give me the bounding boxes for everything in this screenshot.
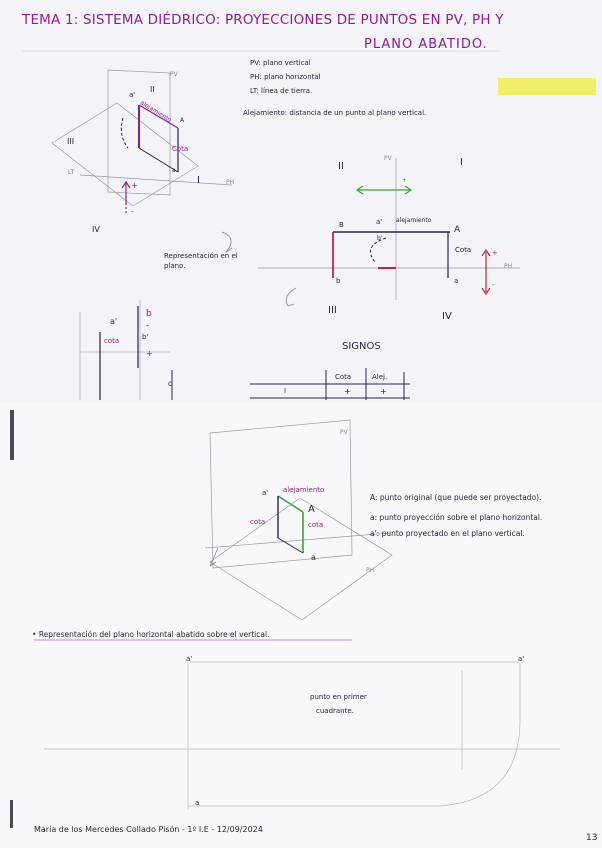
signos-title: SIGNOS xyxy=(342,341,381,352)
fig5-note-2: cuadrante. xyxy=(316,707,354,715)
page-mark: 13 xyxy=(586,833,598,843)
fig2-a: a xyxy=(454,277,459,285)
fig1-cota: Cota xyxy=(172,145,189,153)
fig4-a-prime: a' xyxy=(262,489,269,497)
signos-col1: Cota xyxy=(335,373,352,381)
fig2-pv: PV xyxy=(384,155,392,162)
fig1-plus: + xyxy=(131,181,138,190)
binding-mark xyxy=(10,410,14,460)
fig4-lines xyxy=(205,420,392,620)
fig2-A: A xyxy=(454,225,461,235)
fig1-a-prime: a' xyxy=(129,91,136,99)
fig2-B: B xyxy=(339,221,344,229)
footer-author: María de los Mercedes Collado Pisón - 1º I.E - 12/09/2024 xyxy=(34,825,263,834)
fig4-alejamiento: alejamiento xyxy=(283,486,325,494)
page-title-line2: PLANO ABATIDO. xyxy=(364,37,488,52)
signos-col2: Alej. xyxy=(372,373,388,381)
legend-pv: PV: plano vertical xyxy=(250,59,311,67)
fig3-a-prime: a' xyxy=(110,317,118,326)
fig2-ii: II xyxy=(338,161,344,172)
fig1-pv: PV xyxy=(170,71,178,78)
fig3-plus: + xyxy=(146,349,153,358)
fig5-note-1: punto en primer xyxy=(310,693,367,701)
fig2-lines xyxy=(258,155,520,300)
fig3-minus: - xyxy=(146,321,149,330)
bullet-dot: • xyxy=(32,630,39,639)
fig3-b: b xyxy=(146,309,152,319)
fig1-lt: LT xyxy=(68,169,75,176)
fig2-i: I xyxy=(460,157,463,168)
fig1-A: A xyxy=(180,117,185,124)
fig2-b: b xyxy=(336,277,341,285)
fig1-lines xyxy=(52,70,235,206)
fig1-iii: III xyxy=(67,137,75,146)
fig1-ii: II xyxy=(150,85,155,94)
fig4-ink xyxy=(210,496,303,566)
fig2-plus: + xyxy=(402,177,408,184)
page-title: TEMA 1: SISTEMA DIÉDRICO: PROYECCIONES DE PUNTOS EN PV, PH Y xyxy=(22,12,504,28)
fig4-A: A xyxy=(308,504,315,515)
fig4-pv: PV xyxy=(340,429,348,436)
desc-a: a: punto proyección sobre el plano horizontal. xyxy=(370,513,543,522)
legend-alejamiento: Alejamiento: distancia de un punto al plano vertical. xyxy=(243,109,427,117)
fig3-cota: cota xyxy=(104,337,120,345)
fig2-iv: IV xyxy=(442,311,452,322)
fig1-iv: IV xyxy=(92,225,100,234)
fig4-cota-right: cota xyxy=(308,521,324,529)
fig5-a-bottom: a xyxy=(195,799,200,807)
fig1-caption xyxy=(164,252,244,272)
signos-row1-label: I xyxy=(284,387,287,395)
fig2-a-prime: a' xyxy=(376,218,383,226)
fig5-lines xyxy=(44,662,560,810)
fig1-alejamiento: alejamiento xyxy=(138,99,173,124)
fig4-a: a xyxy=(311,553,316,562)
fig1-i: I xyxy=(197,175,200,186)
fig3-d: d xyxy=(168,379,174,388)
legend-lt: LT: línea de tierra. xyxy=(250,87,313,95)
legend-ph: PH: plano horizontal xyxy=(250,73,321,81)
fig5-a-prime-right: a' xyxy=(518,655,525,663)
fig3-ink xyxy=(80,300,172,400)
binding-mark xyxy=(10,800,13,828)
fig1-ph: PH xyxy=(226,179,235,186)
fig2-alejamiento: alejamiento xyxy=(396,217,432,224)
yellow-highlight xyxy=(498,78,596,95)
bullet-2-text: Representación del plano horizontal abatido sobre el vertical. xyxy=(38,630,270,639)
fig2-b-prime: b' xyxy=(377,235,383,242)
signos-row1-cota: + xyxy=(344,387,351,396)
signos-row1-alej: + xyxy=(380,387,387,396)
fig1-a: a xyxy=(172,167,176,174)
fig2-plus2: + xyxy=(492,249,498,257)
fig5-a-prime-left: a' xyxy=(186,655,193,663)
bullet-2 xyxy=(32,631,269,639)
desc-A: A: punto original (que puede ser proyectado). xyxy=(370,493,542,502)
fig2-cota: Cota xyxy=(455,246,472,254)
fig1-caption-text: Representación en el plano. xyxy=(164,252,238,270)
desc-a-prime: a': punto proyectado en el plano vertical. xyxy=(370,529,525,538)
fig3-b-prime: b' xyxy=(142,333,149,341)
fig2-iii: III xyxy=(328,305,337,316)
fig2-ph: PH xyxy=(504,263,513,270)
fig2-minus: - xyxy=(492,281,495,289)
fig1-minus: - xyxy=(131,207,134,216)
fig4-ph: PH xyxy=(366,567,375,574)
fig4-cota-left: cota xyxy=(250,518,266,526)
